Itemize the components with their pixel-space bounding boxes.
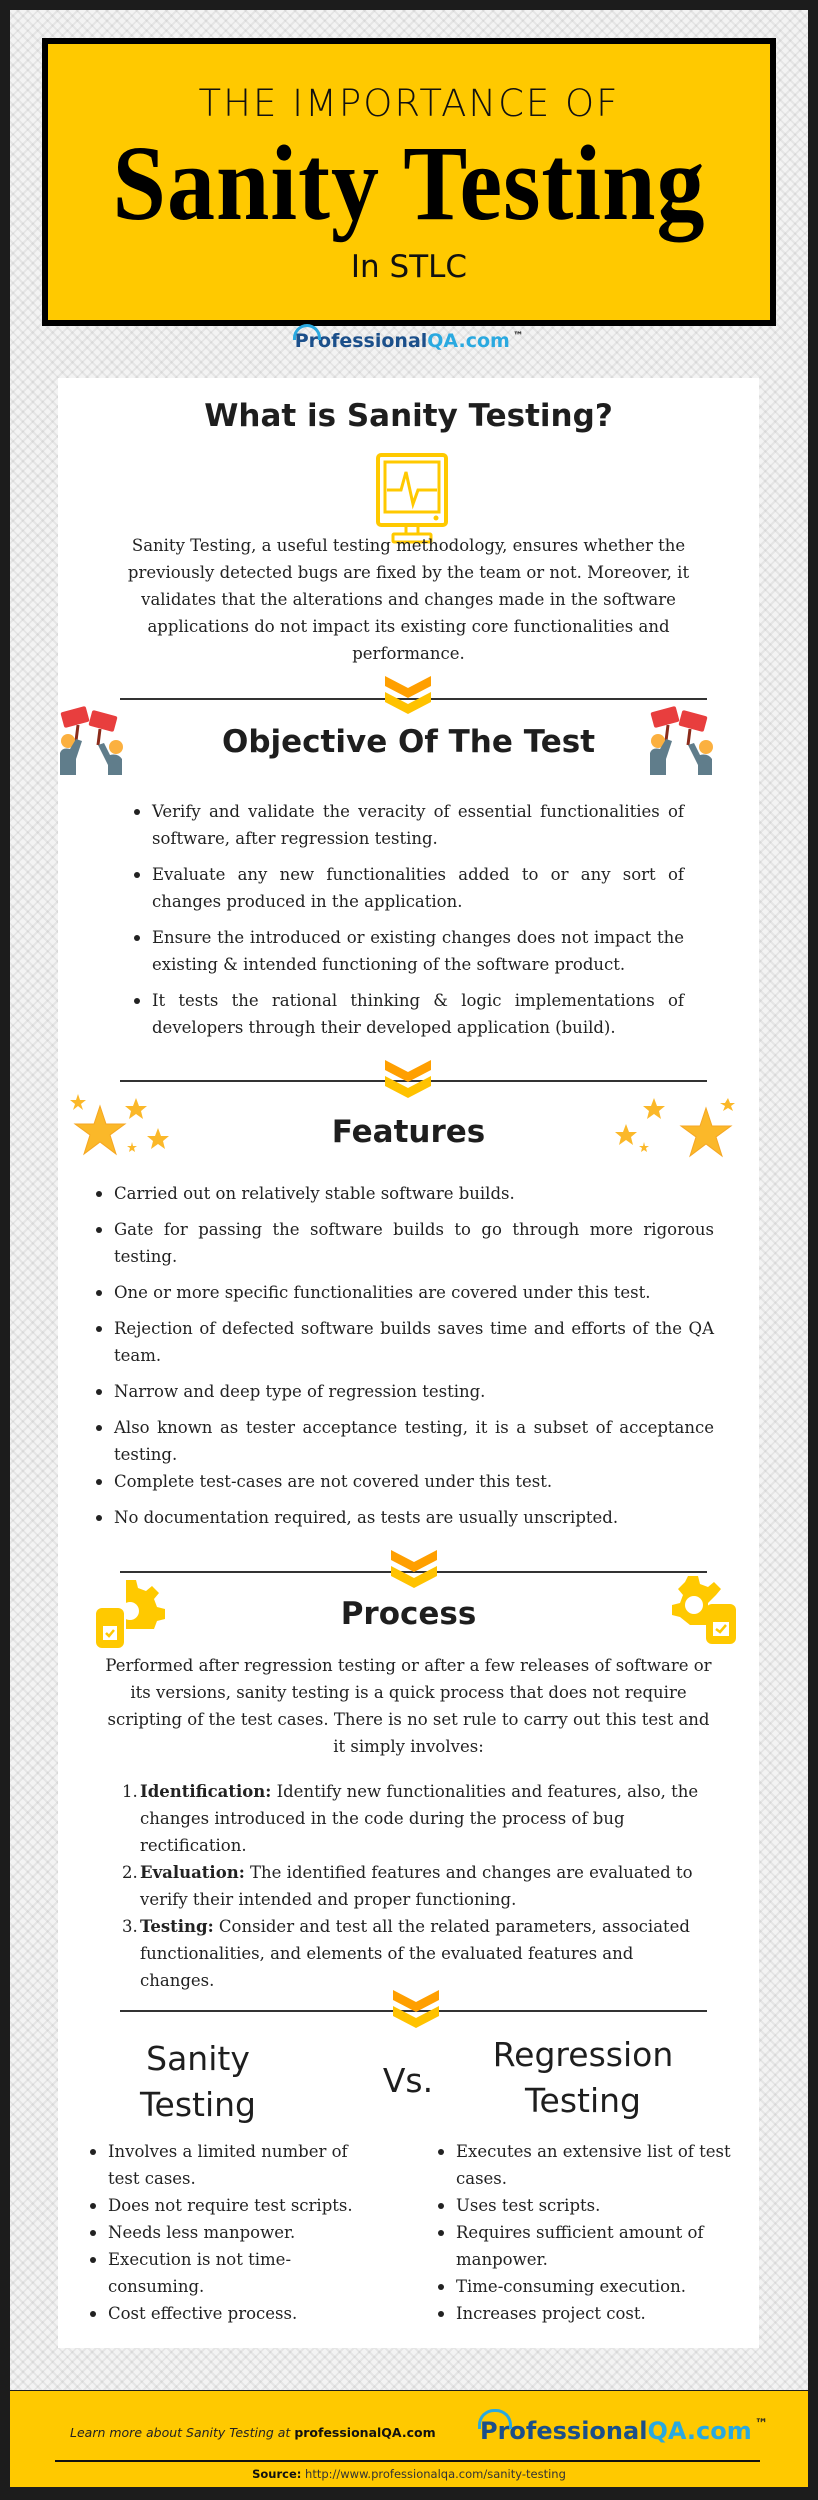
list-item: No documentation required, as tests are usually unscripted. bbox=[94, 1504, 714, 1531]
what-is-description: Sanity Testing, a useful testing methodology, ensures whether the previously detected bugs are fixed by the team or not. Moreover, it validates that the alterations and changes made in the software applications do not impact its existing core functionalities and performance. bbox=[127, 536, 690, 663]
list-item: Increases project cost. bbox=[436, 2300, 736, 2327]
list-item: It tests the rational thinking & logic implementations of developers through their developed application (build). bbox=[132, 987, 684, 1041]
process-step: 2. Evaluation: The identified features and changes are evaluated to verify their intended and proper functioning. bbox=[122, 1863, 693, 1909]
content-card bbox=[58, 378, 759, 2348]
brand-logo[interactable]: Professional QA.com ™ bbox=[295, 330, 524, 352]
list-item: Needs less manpower. bbox=[88, 2219, 368, 2246]
footer-source: Source: http://www.professionalqa.com/sanity-testing bbox=[252, 2467, 566, 2481]
footer bbox=[10, 2391, 808, 2487]
list-item: Does not require test scripts. bbox=[88, 2192, 368, 2219]
section-title-process: Process bbox=[340, 1596, 477, 1632]
process-steps bbox=[122, 1778, 712, 1994]
list-item: One or more specific functionalities are covered under this test. bbox=[94, 1279, 714, 1306]
header-logo[interactable] bbox=[0, 330, 818, 352]
source-link[interactable]: http://www.professionalqa.com/sanity-testing bbox=[301, 2467, 566, 2481]
title-subtitle: In STLC bbox=[350, 249, 468, 285]
title-banner bbox=[42, 38, 776, 326]
footer-logo[interactable] bbox=[480, 2417, 768, 2445]
comparison-vs: Vs. bbox=[382, 2061, 434, 2100]
section-title-features: Features bbox=[331, 1114, 486, 1150]
chevron-down-icon bbox=[385, 1060, 431, 1098]
list-item: Ensure the introduced or existing changes does not impact the existing & intended functioning of the software product. bbox=[132, 924, 684, 978]
footer-divider bbox=[55, 2460, 760, 2462]
list-item: Cost effective process. bbox=[88, 2300, 368, 2327]
list-item: Gate for passing the software builds to go through more rigorous testing. bbox=[94, 1216, 714, 1270]
list-item: Requires sufficient amount of manpower. bbox=[436, 2219, 736, 2273]
title-top: THE IMPORTANCE OF bbox=[198, 82, 620, 125]
protest-signs-icon bbox=[648, 703, 724, 775]
list-item: Verify and validate the veracity of essential functionalities of software, after regression testing. bbox=[132, 798, 684, 852]
list-item: Involves a limited number of test cases. bbox=[88, 2138, 368, 2192]
logo-arc-icon bbox=[478, 2409, 512, 2429]
list-item: Executes an extensive list of test cases. bbox=[436, 2138, 736, 2192]
list-item: Also known as tester acceptance testing, it is a subset of acceptance testing. bbox=[94, 1414, 714, 1468]
list-item: Execution is not time-consuming. bbox=[88, 2246, 368, 2300]
stars-icon bbox=[606, 1094, 736, 1160]
comparison-left-title: Sanity Testing bbox=[139, 2039, 256, 2124]
chevron-down-icon bbox=[385, 676, 431, 714]
list-item: Uses test scripts. bbox=[436, 2192, 736, 2219]
list-item: Narrow and deep type of regression testing. bbox=[94, 1378, 714, 1405]
features-list bbox=[94, 1180, 714, 1531]
objective-list bbox=[132, 798, 684, 1041]
list-item: Carried out on relatively stable software builds. bbox=[94, 1180, 714, 1207]
footer-learn-more: Learn more about Sanity Testing at professionalQA.com bbox=[70, 2425, 436, 2440]
section-title-objective: Objective Of The Test bbox=[221, 724, 596, 760]
list-item: Rejection of defected software builds saves time and efforts of the QA team. bbox=[94, 1315, 714, 1369]
chevron-down-icon bbox=[393, 1990, 439, 2028]
process-step: 3. Testing: Consider and test all the related parameters, associated functionalities, and elements of the evaluated features and changes. bbox=[122, 1917, 690, 1990]
list-item: Time-consuming execution. bbox=[436, 2273, 736, 2300]
process-intro: Performed after regression testing or after a few releases of software or its versions, sanity testing is a quick process that does not require scripting of the test cases. There is no set rule to carry out this test and it simply involves: bbox=[105, 1656, 712, 1756]
sanity-testing-list bbox=[88, 2138, 368, 2327]
brand-logo[interactable]: Professional QA.com ™ bbox=[480, 2417, 768, 2445]
process-step: 1. Identification: Identify new functionalities and features, also, the changes introduced in the code during the process of bug rectification. bbox=[122, 1782, 699, 1855]
list-item: Evaluate any new functionalities added to or any sort of changes produced in the application. bbox=[132, 861, 684, 915]
footer-link[interactable]: professionalQA.com bbox=[294, 2425, 436, 2440]
chevron-down-icon bbox=[391, 1550, 437, 1588]
comparison-right-title: Regression Testing bbox=[492, 2035, 674, 2120]
gear-checklist-icon bbox=[668, 1574, 738, 1646]
list-item: Complete test-cases are not covered under this test. bbox=[94, 1468, 714, 1495]
page-title: Sanity Testing bbox=[112, 122, 706, 243]
regression-testing-list bbox=[436, 2138, 736, 2327]
section-title-what-is: What is Sanity Testing? bbox=[204, 398, 613, 434]
